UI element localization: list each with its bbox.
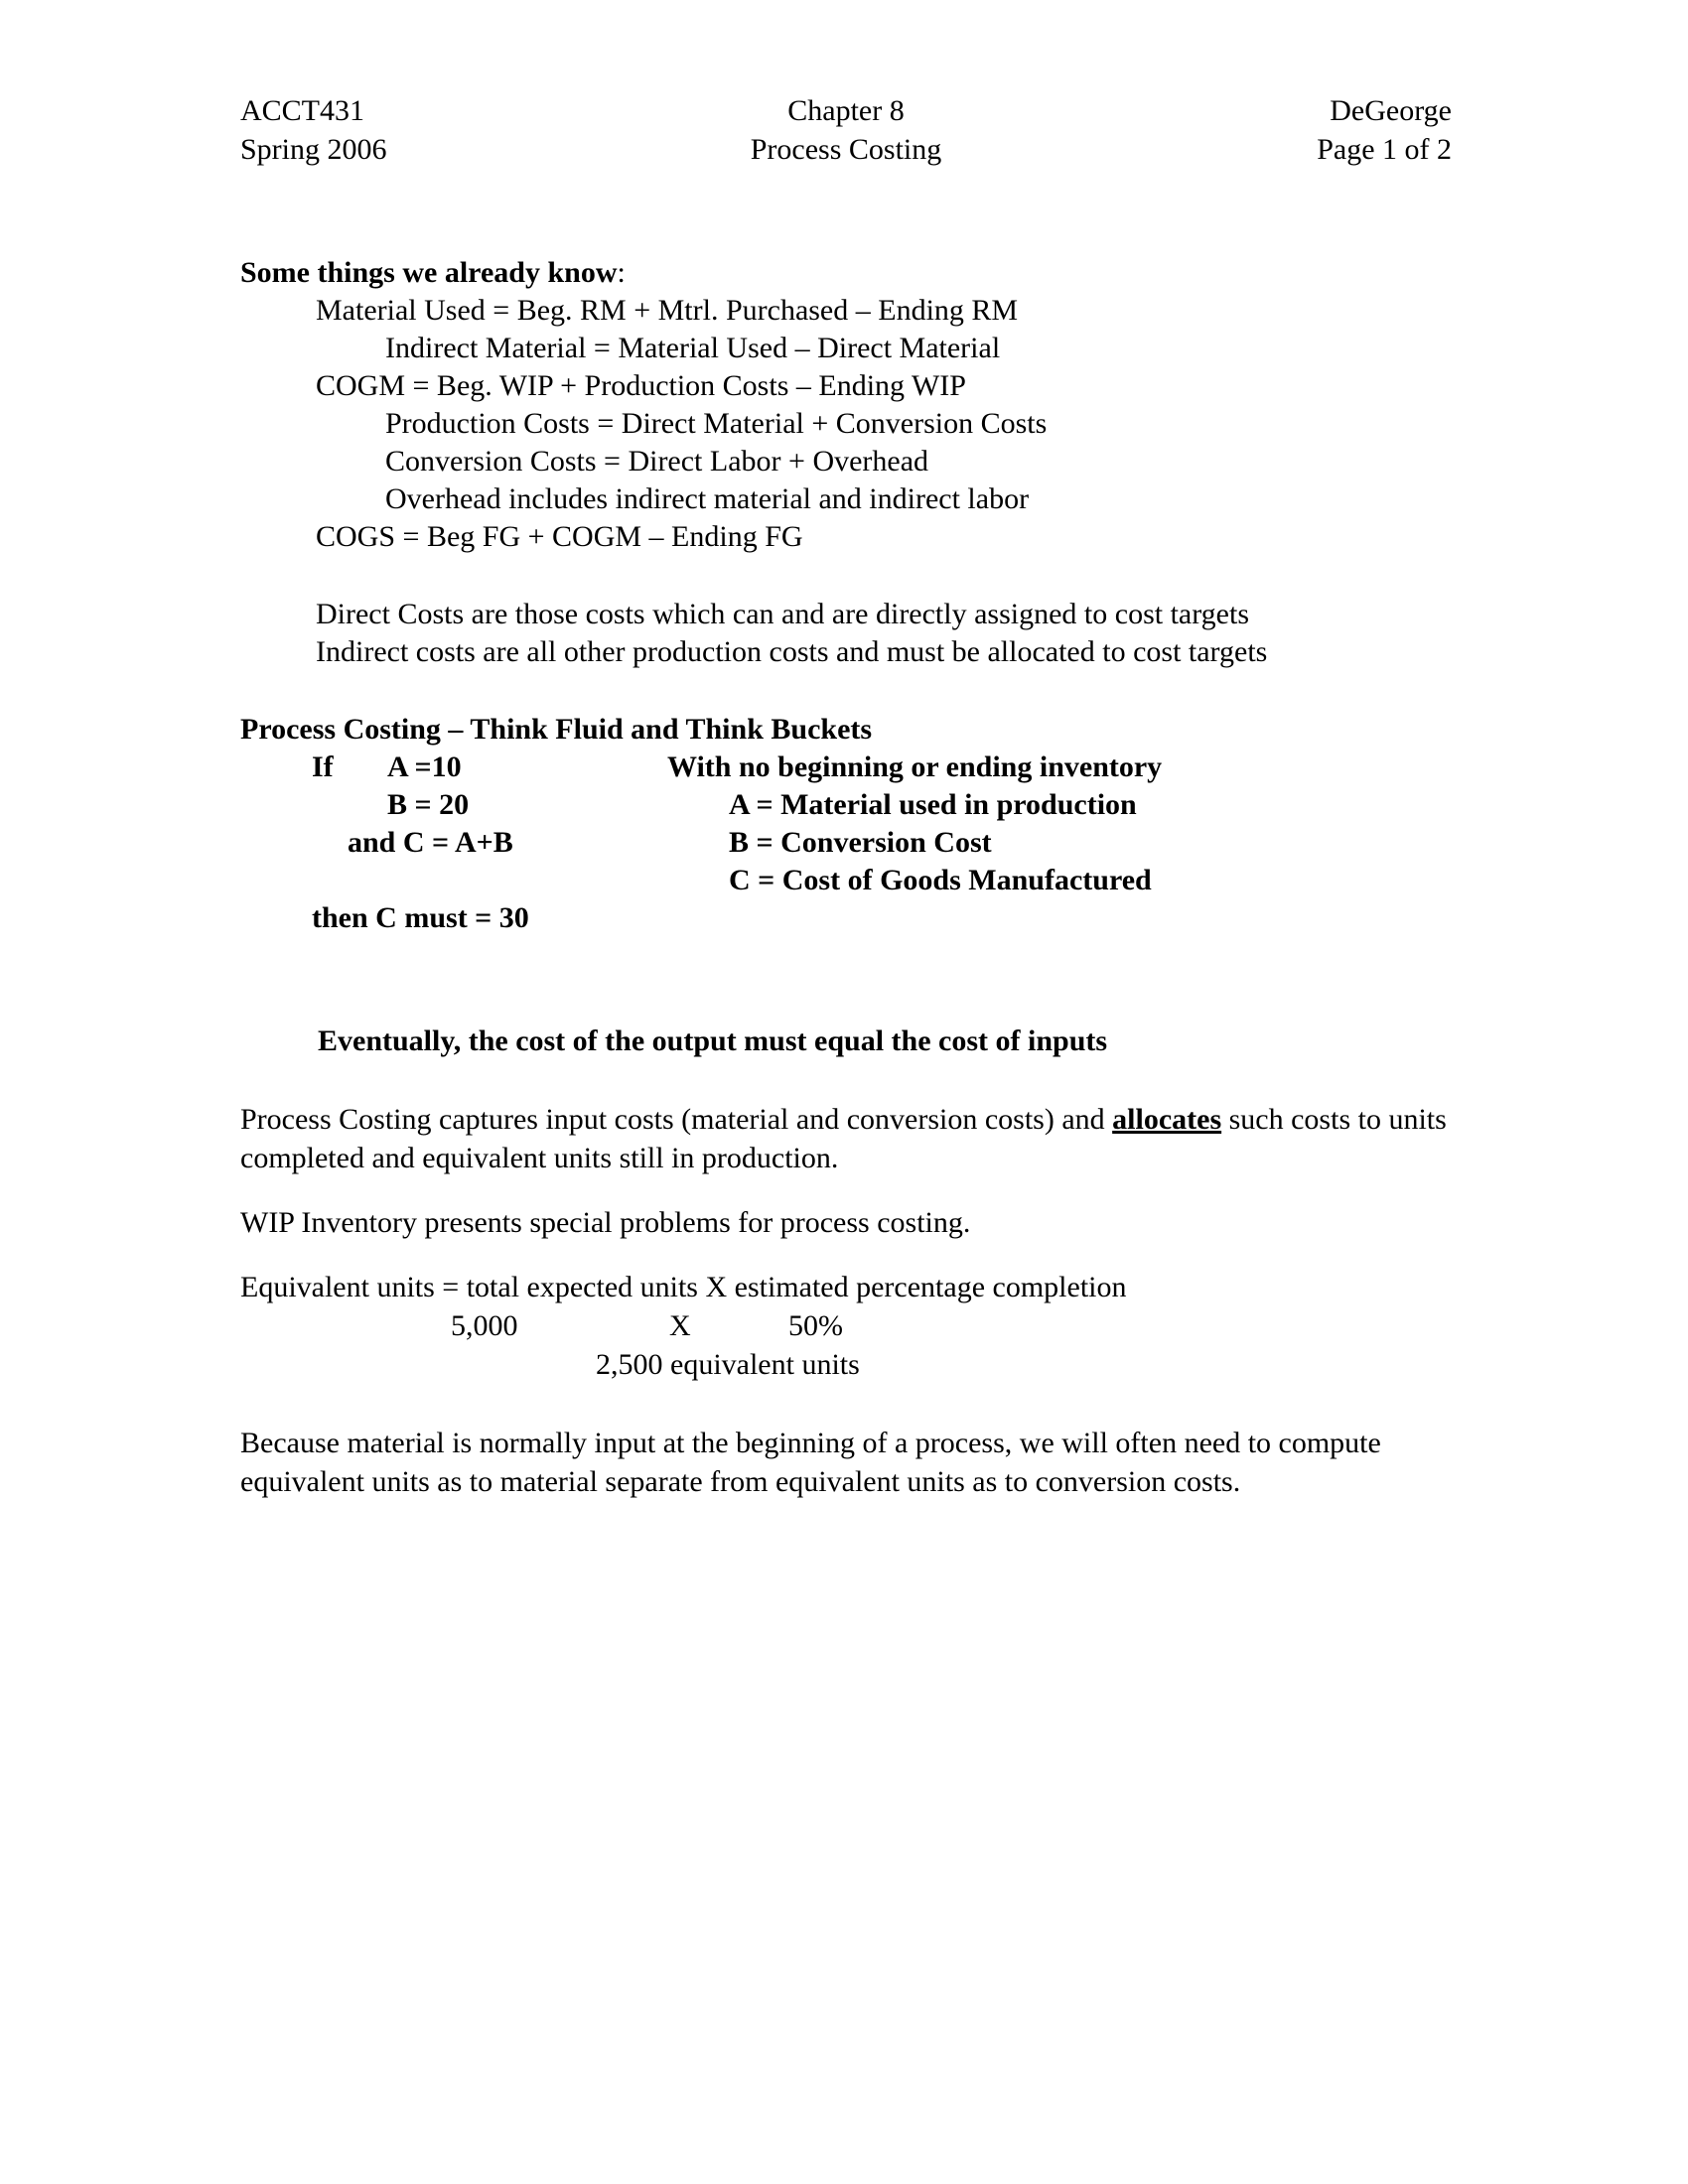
statement-indirect-costs: Indirect costs are all other production costs and must be allocated to cost targets (316, 635, 1268, 668)
capture-text-post: such costs to units completed and equivalent units still in production. (240, 1103, 1447, 1174)
formula-conversion-costs: Conversion Costs = Direct Labor + Overhead (385, 445, 929, 478)
bucket-left-c (240, 824, 667, 862)
allocates-emphasis: allocates (1112, 1103, 1222, 1136)
header-row-top (240, 91, 1452, 130)
chapter-title: Chapter 8 (787, 94, 905, 127)
statement-direct-costs: Direct Costs are those costs which can and are directly assigned to cost targets (316, 598, 1250, 630)
paragraph-closing: Because material is normally input at the beginning of a process, we will often need to compute equivalent units as to material separate from equivalent units as to conversion costs. (240, 1427, 1381, 1498)
bucket-row-a (240, 749, 1452, 786)
instructor-name: DeGeorge (1330, 94, 1452, 127)
bucket-row-d (240, 862, 1452, 899)
formula-material-used: Material Used = Beg. RM + Mtrl. Purchased – Ending RM (316, 294, 1019, 327)
term-label: Spring 2006 (240, 133, 387, 166)
header-body-gap (240, 169, 1452, 254)
capture-text-pre: Process Costing captures input costs (material and conversion costs) and (240, 1103, 1113, 1136)
formula-cogs: COGS = Beg FG + COGM – Ending FG (316, 520, 803, 553)
bucket-left-d (240, 862, 667, 899)
bucket-left-b (240, 786, 667, 824)
calc-percentage: 50% (788, 1309, 843, 1342)
known-heading-text: Some things we already know (240, 256, 618, 289)
bucket-row-c (240, 824, 1452, 862)
note-overhead-includes: Overhead includes indirect material and indirect labor (385, 482, 1030, 515)
value-b: B = 20 (387, 788, 470, 821)
calc-times-symbol: X (669, 1309, 691, 1342)
bucket-right-empty (739, 899, 1452, 937)
eventually-statement: Eventually, the cost of the output must equal the cost of inputs (318, 1024, 1108, 1057)
gap-before-closing (240, 1384, 1452, 1424)
gap-before-wip (240, 1177, 1452, 1203)
header-row-bottom (240, 130, 1452, 169)
assumption-no-inventory: With no beginning or ending inventory (667, 751, 1163, 783)
known-heading-colon: : (617, 256, 626, 289)
page-content (240, 91, 1452, 1501)
course-code: ACCT431 (240, 94, 365, 127)
formula-indirect-material: Indirect Material = Material Used – Direct Material (385, 332, 1001, 364)
value-a: A =10 (387, 751, 462, 783)
equivalent-units-formula: Equivalent units = total expected units X estimated percentage completion (240, 1271, 1127, 1303)
result-then-c: then C must = 30 (312, 901, 529, 934)
gap-after-eventually (240, 1060, 1452, 1100)
paragraph-wip-inventory: WIP Inventory presents special problems for process costing. (240, 1206, 971, 1239)
definition-b: B = Conversion Cost (729, 826, 992, 859)
bucket-row-result (240, 899, 1452, 937)
formula-production-costs: Production Costs = Direct Material + Conversion Costs (385, 407, 1048, 440)
definition-c: C = Cost of Goods Manufactured (729, 864, 1152, 896)
equivalent-units-result-row (240, 1345, 1452, 1384)
document-header (240, 91, 1452, 169)
gap-before-process-costing (240, 671, 1452, 711)
if-label: If (312, 751, 334, 783)
equivalent-units-calc-row (240, 1306, 1452, 1345)
bucket-row-b (240, 786, 1452, 824)
gap-before-eventually (240, 937, 1452, 1023)
value-c-equation: and C = A+B (348, 826, 513, 859)
gap-before-direct-costs (240, 556, 1452, 596)
bucket-left-a (240, 749, 667, 786)
paragraph-process-costing-captures (240, 1100, 1452, 1177)
calc-result: 2,500 equivalent units (596, 1348, 860, 1381)
known-heading (240, 254, 1452, 292)
formula-cogm: COGM = Beg. WIP + Production Costs – Ending WIP (316, 369, 966, 402)
definition-a: A = Material used in production (729, 788, 1137, 821)
calc-total-units: 5,000 (451, 1309, 518, 1342)
gap-before-equivalent-units (240, 1242, 1452, 1268)
page-number: Page 1 of 2 (1317, 133, 1452, 166)
topic-title: Process Costing (750, 133, 942, 166)
bucket-example-block (240, 749, 1452, 937)
process-costing-heading: Process Costing – Think Fluid and Think Buckets (240, 713, 873, 746)
